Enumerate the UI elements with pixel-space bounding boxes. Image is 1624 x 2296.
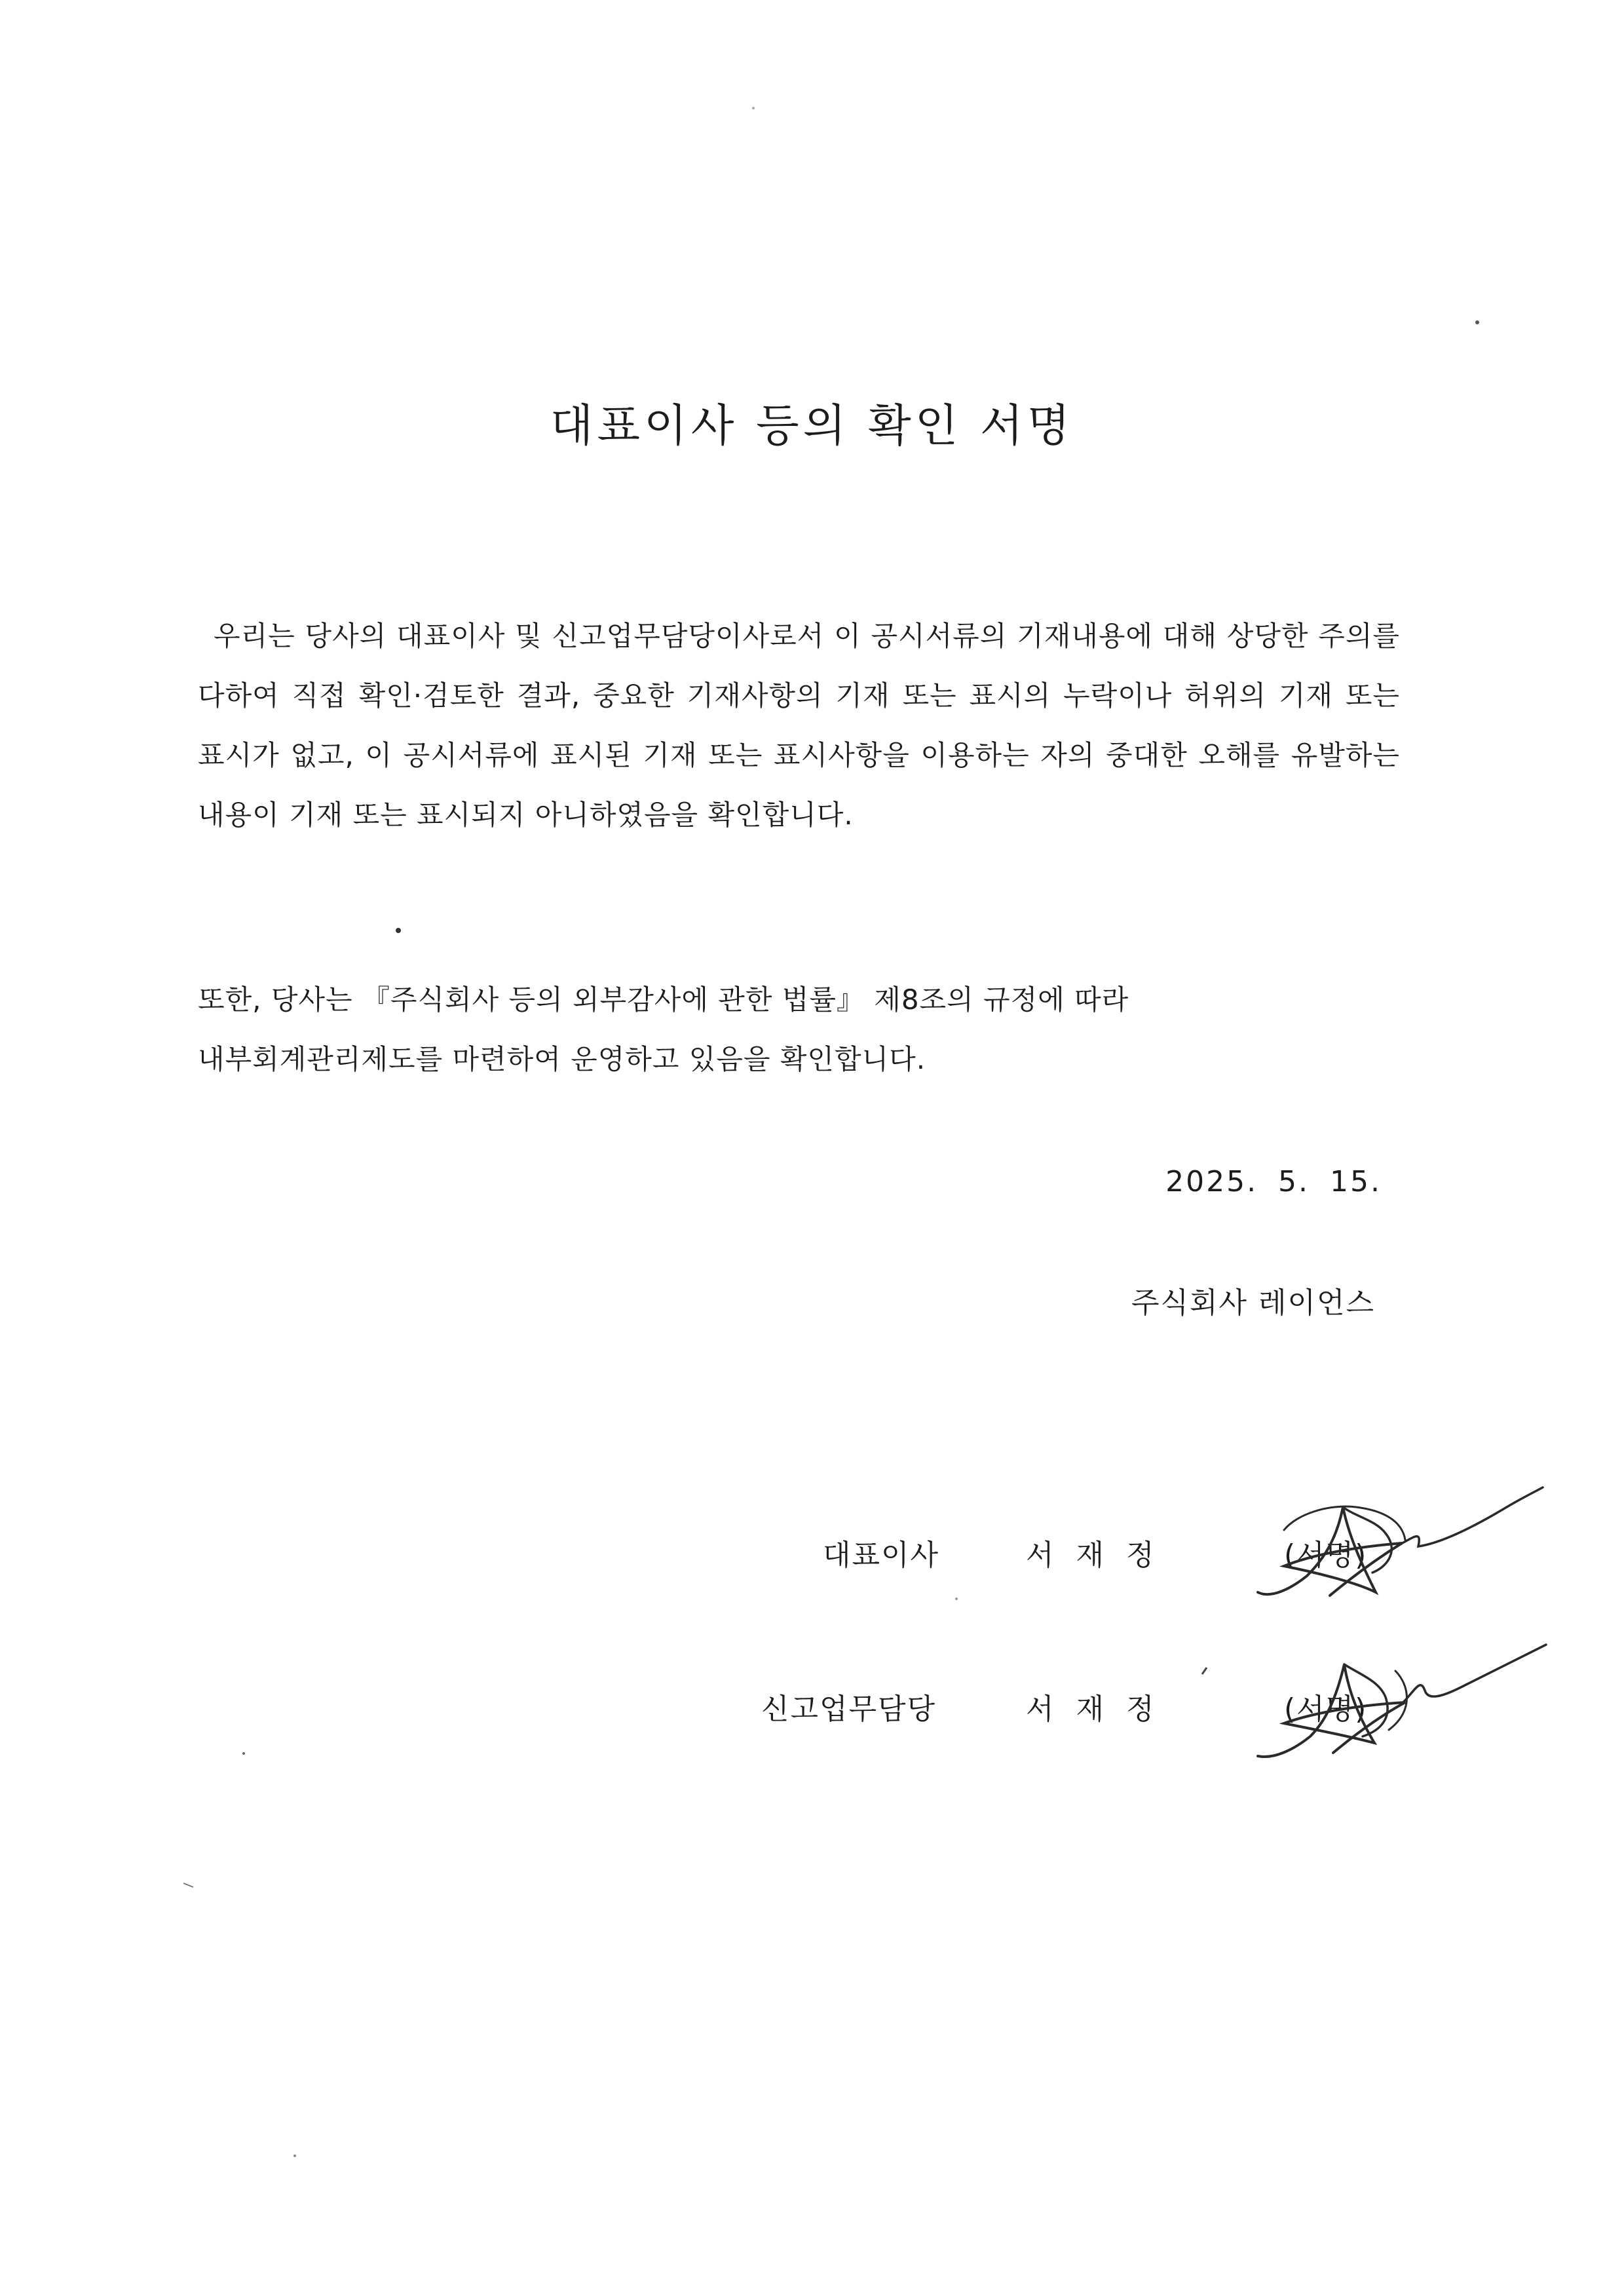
internal-control-line-2: 내부회계관리제도를 마련하여 운영하고 있음을 확인합니다. xyxy=(198,1043,926,1075)
confirmation-paragraph: 우리는 당사의 대표이사 및 신고업무담당이사로서 이 공시서류의 기재내용에 대해 상당한 주의를 다하여 직접 확인·검토한 결과, 중요한 기재사항의 기재 또는 표시의 누락이나 허위의 기재 또는 표시가 없고, 이 공시서류에 표시된 기재 또는 표시사항을 이용하는 자의 중대한 오해를 유발하는 내용이 기재 또는 표시되지 아니하였음을 확인합니다. xyxy=(198,620,1400,831)
signature-label-disclosure-officer: (서명) xyxy=(1284,1693,1368,1726)
document-date: 2025. 5. 15. xyxy=(1165,1165,1382,1198)
document-title: 대표이사 등의 확인 서명 xyxy=(550,400,1074,452)
signatory-role-ceo: 대표이사 xyxy=(823,1539,940,1572)
signatory-name-disclosure-officer: 서재정 xyxy=(1026,1693,1177,1726)
internal-control-line-1: 또한, 당사는 『주식회사 등의 외부감사에 관한 법률』 제8조의 규정에 따라 xyxy=(198,984,1129,1016)
signatory-role-disclosure-officer: 신고업무담당 xyxy=(761,1693,937,1726)
signatory-name-ceo: 서재정 xyxy=(1026,1539,1177,1572)
signature-label-ceo: (서명) xyxy=(1284,1539,1368,1572)
company-name: 주식회사 레이언스 xyxy=(1131,1286,1375,1320)
